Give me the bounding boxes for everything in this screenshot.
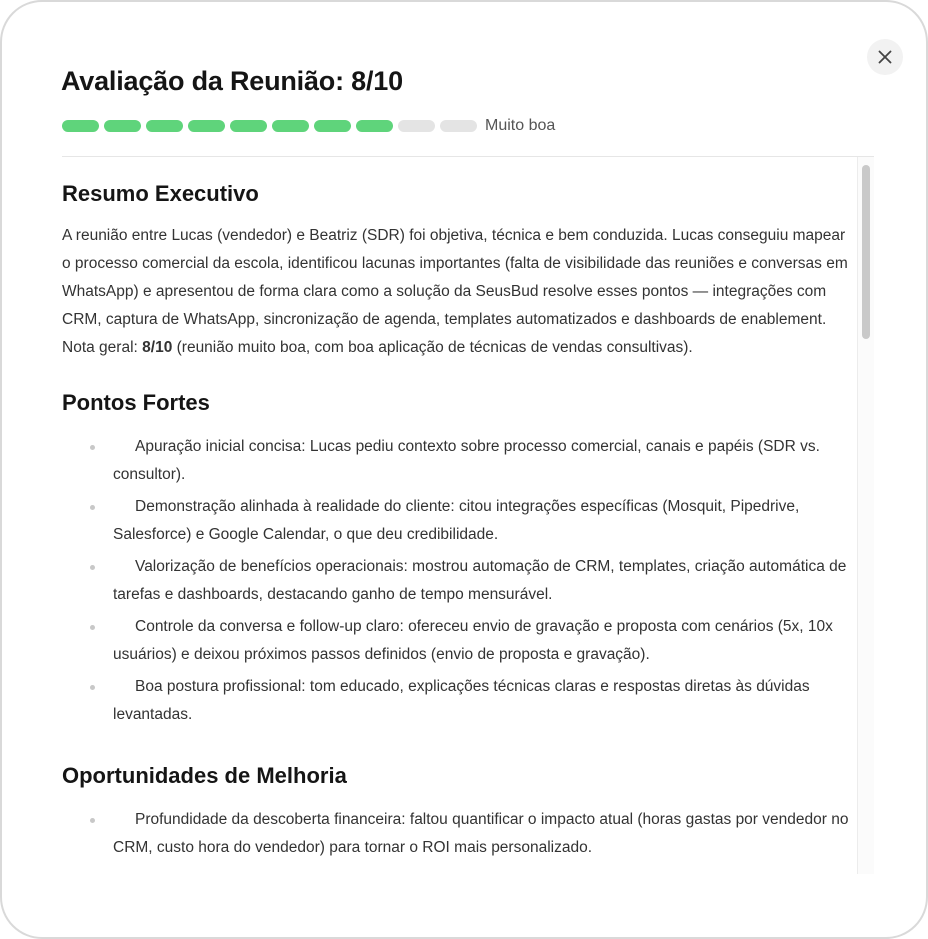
rating-label: Muito boa — [485, 117, 556, 134]
list-item-text: Controle da conversa e follow-up claro: ofereceu envio de gravação e proposta com cenários (5x, 10x usuários) e deixou próximos passos definidos (envio de proposta e gravação). — [113, 618, 833, 663]
rating-segment-filled — [188, 120, 225, 132]
rating-segment-empty — [440, 120, 477, 132]
evaluation-content-scroll[interactable] — [62, 157, 874, 874]
list-item-text: Apuração inicial concisa: Lucas pediu contexto sobre processo comercial, canais e papéis (SDR vs. consultor). — [113, 438, 820, 483]
bullet-icon — [90, 445, 95, 450]
list-item — [113, 613, 858, 669]
rating-segment-filled — [272, 120, 309, 132]
summary-text-start: A reunião entre Lucas (vendedor) e Beatriz (SDR) foi objetiva, técnica e bem conduzida. Lucas conseguiu mapear o processo comercial da escola, identificou lacunas importantes (falta de visibilidade das reuniões e conversas em WhatsApp) e apresentou de forma clara como a solução da SeusBud resolve esses pontos — integrações com CRM, captura de WhatsApp, sincronização de agenda, templates automatizados e dashboards de enablement. Nota geral: — [62, 227, 848, 356]
scrollbar-thumb[interactable] — [862, 165, 870, 339]
rating-segments — [62, 120, 482, 132]
rating-segment-empty — [398, 120, 435, 132]
strengths-list — [62, 433, 858, 729]
summary-text-end: (reunião muito boa, com boa aplicação de técnicas de vendas consultivas). — [172, 339, 693, 356]
summary-text — [62, 222, 858, 362]
summary-heading: Resumo Executivo — [62, 181, 259, 206]
rating-segment-filled — [230, 120, 267, 132]
modal-title: Avaliação da Reunião: 8/10 — [61, 66, 403, 96]
close-button[interactable] — [867, 39, 903, 75]
bullet-icon — [90, 818, 95, 823]
list-item — [113, 433, 858, 489]
improvements-list — [62, 806, 858, 862]
bullet-icon — [90, 505, 95, 510]
scrollbar[interactable] — [857, 157, 874, 874]
list-item — [113, 493, 858, 549]
list-item-text: Demonstração alinhada à realidade do cliente: citou integrações específicas (Mosquit, Pipedrive, Salesforce) e Google Calendar, o que deu credibilidade. — [113, 498, 800, 543]
rating-segment-filled — [314, 120, 351, 132]
bullet-icon — [90, 625, 95, 630]
list-item — [113, 673, 858, 729]
list-item — [113, 553, 858, 609]
list-item — [113, 806, 858, 862]
rating-segment-filled — [146, 120, 183, 132]
bullet-icon — [90, 685, 95, 690]
rating-segment-filled — [104, 120, 141, 132]
summary-score: 8/10 — [142, 339, 173, 356]
rating-bar — [62, 117, 555, 135]
list-item-text: Boa postura profissional: tom educado, explicações técnicas claras e respostas diretas às dúvidas levantadas. — [113, 678, 810, 723]
list-item-text: Profundidade da descoberta financeira: faltou quantificar o impacto atual (horas gastas por vendedor no CRM, custo hora do vendedor) para tornar o ROI mais personalizado. — [113, 811, 849, 856]
strengths-heading: Pontos Fortes — [62, 390, 210, 415]
rating-segment-filled — [356, 120, 393, 132]
evaluation-content — [62, 179, 858, 862]
improvements-heading: Oportunidades de Melhoria — [62, 763, 347, 788]
bullet-icon — [90, 565, 95, 570]
close-icon — [878, 50, 892, 64]
list-item-text: Valorização de benefícios operacionais: mostrou automação de CRM, templates, criação automática de tarefas e dashboards, destacando ganho de tempo mensurável. — [113, 558, 847, 603]
rating-segment-filled — [62, 120, 99, 132]
